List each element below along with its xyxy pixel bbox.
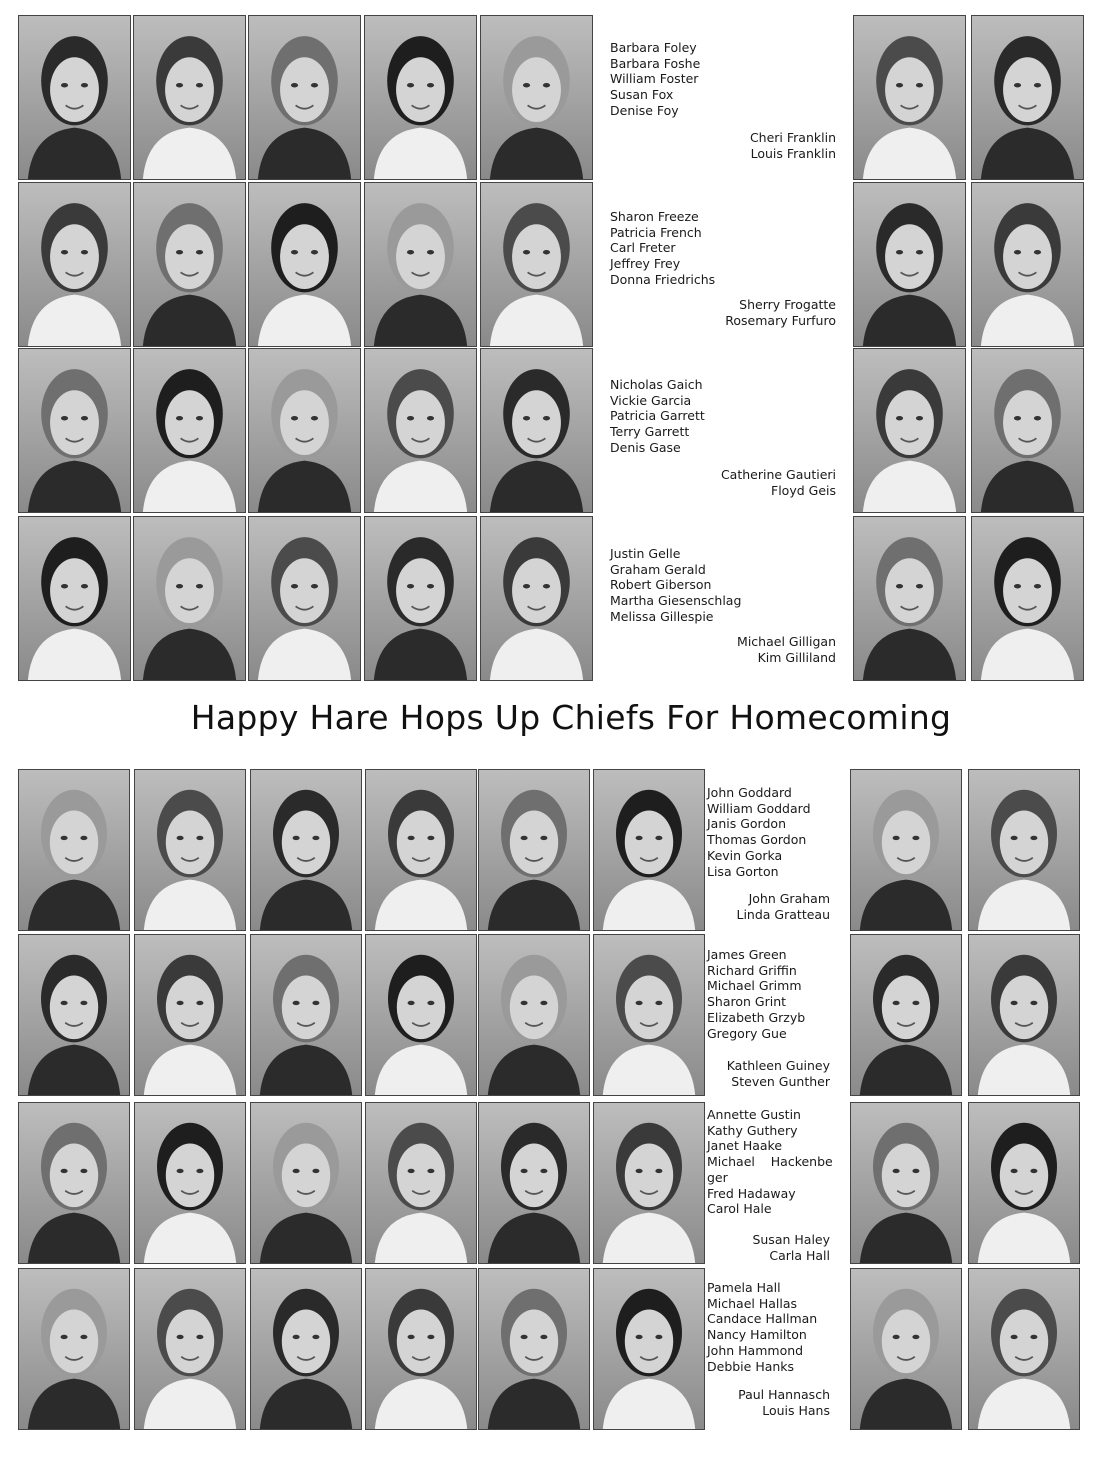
student-portrait bbox=[971, 516, 1084, 681]
student-portrait bbox=[478, 1268, 590, 1430]
headline: Happy Hare Hops Up Chiefs For Homecoming bbox=[190, 698, 952, 737]
student-portrait bbox=[480, 516, 593, 681]
student-portrait bbox=[853, 15, 966, 180]
student-name: Susan Haley bbox=[752, 1232, 830, 1247]
student-name: Susan Fox bbox=[610, 87, 674, 103]
student-name: Melissa Gillespie bbox=[610, 608, 714, 624]
student-name: Kathleen Guiney bbox=[726, 1058, 830, 1073]
student-portrait bbox=[133, 348, 246, 513]
student-portrait bbox=[248, 516, 361, 681]
name-list-right bbox=[725, 297, 836, 328]
student-name: Elizabeth Grzyb bbox=[707, 1009, 806, 1025]
name-list-right bbox=[721, 467, 836, 498]
student-name: Vickie Garcia bbox=[610, 392, 692, 408]
student-name: Pamela Hall bbox=[707, 1280, 781, 1295]
student-name: Kathy Guthery bbox=[707, 1122, 798, 1138]
student-portrait bbox=[133, 182, 246, 347]
name-list-right bbox=[737, 634, 836, 665]
student-name: Linda Gratteau bbox=[736, 906, 830, 922]
student-name: Thomas Gordon bbox=[707, 832, 807, 848]
student-portrait bbox=[968, 1268, 1080, 1430]
student-name: Steven Gunther bbox=[731, 1073, 830, 1089]
student-portrait bbox=[18, 769, 130, 931]
student-name: William Goddard bbox=[707, 800, 811, 816]
student-portrait bbox=[478, 769, 590, 931]
student-portrait bbox=[365, 1102, 477, 1264]
student-portrait bbox=[853, 516, 966, 681]
student-name: Barbara Foley bbox=[610, 40, 697, 55]
student-name: Patricia Garrett bbox=[610, 408, 705, 424]
student-portrait bbox=[480, 348, 593, 513]
student-portrait bbox=[850, 1102, 962, 1264]
student-name: Michael Hackenbe bbox=[707, 1154, 833, 1170]
student-portrait bbox=[365, 1268, 477, 1430]
student-portrait bbox=[480, 15, 593, 180]
student-name: Carla Hall bbox=[769, 1247, 830, 1263]
student-portrait bbox=[971, 348, 1084, 513]
student-portrait bbox=[134, 1102, 246, 1264]
student-name: Rosemary Furfuro bbox=[725, 312, 836, 328]
student-name: Denise Foy bbox=[610, 102, 679, 118]
name-list-right bbox=[727, 1058, 830, 1089]
student-portrait bbox=[133, 516, 246, 681]
name-list bbox=[707, 1107, 833, 1217]
student-name: Kim Gilliland bbox=[757, 649, 836, 665]
student-portrait bbox=[364, 15, 477, 180]
student-portrait bbox=[365, 769, 477, 931]
student-name: Graham Gerald bbox=[610, 561, 706, 577]
student-name: Janis Gordon bbox=[707, 816, 786, 832]
student-name: Michael Hallas bbox=[707, 1295, 798, 1311]
student-portrait bbox=[968, 1102, 1080, 1264]
student-name: Martha Giesenschlag bbox=[610, 593, 742, 609]
name-list bbox=[610, 377, 705, 456]
student-portrait bbox=[364, 182, 477, 347]
student-portrait bbox=[248, 15, 361, 180]
student-name: Sherry Frogatte bbox=[739, 297, 836, 312]
student-portrait bbox=[853, 182, 966, 347]
name-list bbox=[707, 947, 805, 1041]
name-list-right bbox=[738, 1387, 830, 1418]
student-portrait bbox=[18, 1268, 130, 1430]
student-name: Janet Haake bbox=[707, 1138, 783, 1154]
student-portrait bbox=[968, 934, 1080, 1096]
student-portrait bbox=[133, 15, 246, 180]
student-portrait bbox=[250, 934, 362, 1096]
student-name: ger bbox=[707, 1169, 728, 1185]
student-name: Fred Hadaway bbox=[707, 1185, 796, 1201]
student-name: John Hammond bbox=[707, 1342, 804, 1358]
name-list-right bbox=[737, 891, 831, 922]
student-portrait bbox=[478, 934, 590, 1096]
student-portrait bbox=[593, 934, 705, 1096]
student-portrait bbox=[18, 1102, 130, 1264]
student-name: Debbie Hanks bbox=[707, 1358, 795, 1374]
student-name: Candace Hallman bbox=[707, 1311, 818, 1327]
student-name: John Graham bbox=[748, 891, 830, 906]
student-portrait bbox=[971, 182, 1084, 347]
student-portrait bbox=[593, 769, 705, 931]
student-portrait bbox=[480, 182, 593, 347]
student-portrait bbox=[248, 182, 361, 347]
student-portrait bbox=[850, 769, 962, 931]
student-name: Denis Gase bbox=[610, 439, 681, 455]
student-name: Nicholas Gaich bbox=[610, 377, 703, 392]
student-name: John Goddard bbox=[707, 785, 792, 800]
student-portrait bbox=[18, 934, 130, 1096]
student-name: Barbara Foshe bbox=[610, 55, 701, 71]
student-portrait bbox=[593, 1102, 705, 1264]
student-name: Kevin Gorka bbox=[707, 847, 783, 863]
student-name: James Green bbox=[707, 947, 787, 962]
name-list bbox=[610, 546, 741, 625]
student-portrait bbox=[134, 934, 246, 1096]
student-portrait bbox=[364, 516, 477, 681]
student-name: Justin Gelle bbox=[610, 546, 681, 561]
student-name: Michael Gilligan bbox=[737, 634, 836, 649]
student-portrait bbox=[853, 348, 966, 513]
student-name: Cheri Franklin bbox=[749, 130, 836, 145]
student-name: Catherine Gautieri bbox=[720, 467, 836, 482]
student-portrait bbox=[250, 1102, 362, 1264]
student-portrait bbox=[250, 1268, 362, 1430]
student-name: Lisa Gorton bbox=[707, 863, 779, 879]
student-name: Jeffrey Frey bbox=[610, 256, 681, 272]
student-name: Louis Hans bbox=[762, 1402, 830, 1418]
student-portrait bbox=[250, 769, 362, 931]
student-portrait bbox=[971, 15, 1084, 180]
student-portrait bbox=[248, 348, 361, 513]
student-name: Terry Garrett bbox=[610, 424, 690, 440]
student-name: Floyd Geis bbox=[771, 482, 836, 498]
student-portrait bbox=[18, 182, 131, 347]
student-name: Carl Freter bbox=[610, 240, 676, 256]
student-name: Sharon Freeze bbox=[610, 209, 699, 224]
student-name: Nancy Hamilton bbox=[707, 1327, 807, 1343]
student-name: Annette Gustin bbox=[707, 1107, 801, 1122]
name-list bbox=[610, 40, 700, 119]
student-name: Michael Grimm bbox=[707, 978, 802, 994]
student-portrait bbox=[18, 15, 131, 180]
student-portrait bbox=[968, 769, 1080, 931]
student-name: Paul Hannasch bbox=[738, 1387, 830, 1402]
student-portrait bbox=[850, 934, 962, 1096]
student-portrait bbox=[850, 1268, 962, 1430]
student-portrait bbox=[478, 1102, 590, 1264]
student-portrait bbox=[593, 1268, 705, 1430]
student-portrait bbox=[18, 516, 131, 681]
name-list-right bbox=[752, 1232, 830, 1263]
student-portrait bbox=[18, 348, 131, 513]
student-name: Donna Friedrichs bbox=[610, 271, 716, 287]
student-name: Carol Hale bbox=[707, 1201, 772, 1217]
student-portrait bbox=[134, 1268, 246, 1430]
student-portrait bbox=[134, 769, 246, 931]
student-name: Richard Griffin bbox=[707, 962, 797, 978]
student-portrait bbox=[364, 348, 477, 513]
student-name: William Foster bbox=[610, 71, 699, 87]
student-name: Robert Giberson bbox=[610, 577, 712, 593]
student-portrait bbox=[365, 934, 477, 1096]
student-name: Louis Franklin bbox=[750, 145, 836, 161]
student-name: Patricia French bbox=[610, 224, 702, 240]
name-list bbox=[707, 785, 811, 879]
name-list bbox=[707, 1280, 817, 1374]
student-name: Sharon Grint bbox=[707, 994, 787, 1010]
name-list-right bbox=[750, 130, 836, 161]
student-name: Gregory Gue bbox=[707, 1025, 787, 1041]
name-list bbox=[610, 209, 715, 288]
